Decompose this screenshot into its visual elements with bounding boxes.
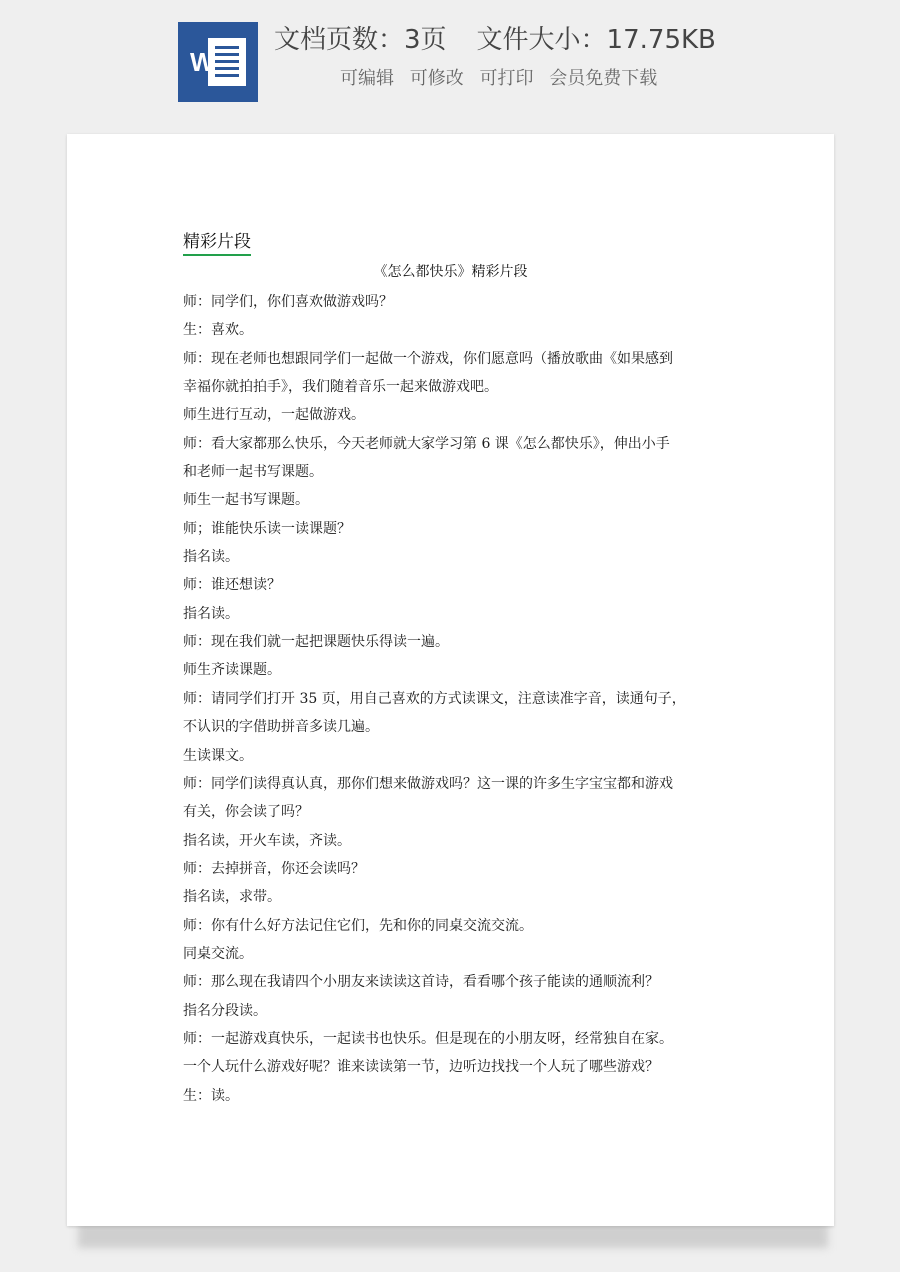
text-line: 师；谁能快乐读一读课题？ — [183, 520, 351, 537]
document-title: 《怎么都快乐》精彩片段 — [373, 264, 528, 280]
document-body — [183, 288, 723, 1110]
text-line: 师：同学们读得真认真，那你们想来做游戏吗？这一课的许多生字宝宝都和游戏 — [183, 775, 673, 792]
text-line: 师生进行互动，一起做游戏。 — [183, 407, 365, 424]
text-line: 师：请同学们打开 35 页，用自己喜欢的方式读课文，注意读准字音，读通句子， — [183, 690, 686, 707]
text-line: 指名读。 — [183, 605, 239, 622]
text-line: 指名读。 — [183, 549, 239, 566]
text-line: 师：去掉拼音，你还会读吗？ — [183, 860, 365, 877]
file-size-label: 文件大小：17.75KB — [476, 25, 716, 55]
text-line: 师：现在我们就一起把课题快乐得读一遍。 — [183, 634, 449, 651]
text-line: 生：读。 — [183, 1087, 239, 1104]
text-line: 幸福你就拍拍手》，我们随着音乐一起来做游戏吧。 — [183, 379, 498, 396]
word-letter: W — [190, 47, 215, 77]
text-line: 师生齐读课题。 — [183, 662, 281, 679]
text-line: 和老师一起书写课题。 — [183, 464, 323, 481]
text-line: 一个人玩什么游戏好呢？谁来读读第一节，边听边找找一个人玩了哪些游戏？ — [183, 1059, 659, 1076]
text-line: 指名读，开火车读，齐读。 — [183, 832, 351, 849]
text-line: 师：现在老师也想跟同学们一起做一个游戏，你们愿意吗（播放歌曲《如果感到 — [183, 350, 673, 367]
text-line: 师：同学们，你们喜欢做游戏吗？ — [183, 294, 393, 310]
page-count-label: 文档页数：3页 — [274, 25, 447, 55]
download-header — [0, 0, 900, 120]
text-line: 生读课文。 — [183, 747, 253, 764]
section-title: 精彩片段 — [183, 230, 251, 256]
text-line: 师：谁还想读？ — [183, 577, 281, 594]
text-line: 师：那么现在我请四个小朋友来读读这首诗，看看哪个孩子能读的通顺流利？ — [183, 974, 659, 991]
text-line: 同桌交流。 — [183, 945, 253, 962]
text-line: 师：你有什么好方法记住它们，先和你的同桌交流交流。 — [183, 917, 533, 934]
text-line: 指名分段读。 — [183, 1002, 267, 1019]
file-actions — [340, 64, 667, 94]
text-line: 有关，你会读了吗？ — [183, 804, 309, 821]
text-line: 不认识的字借助拼音多读几遍。 — [183, 719, 379, 736]
action-modifiable: 可修改 — [409, 68, 464, 89]
file-meta-title — [274, 20, 716, 60]
text-line: 生：喜欢。 — [183, 322, 253, 339]
word-document-icon — [178, 22, 258, 102]
text-line: 师：看大家都那么快乐，今天老师就大家学习第 6 课《怎么都快乐》，伸出小手 — [183, 435, 670, 452]
action-member-download[interactable]: 会员免费下载 — [549, 68, 658, 89]
text-line: 指名读，求带。 — [183, 889, 281, 906]
action-editable: 可编辑 — [340, 68, 394, 89]
text-line: 师生一起书写课题。 — [183, 492, 309, 509]
text-line: 师：一起游戏真快乐，一起读书也快乐。但是现在的小朋友呀，经常独自在家。 — [183, 1030, 673, 1047]
document-page — [67, 134, 834, 1226]
action-printable: 可打印 — [479, 68, 534, 89]
